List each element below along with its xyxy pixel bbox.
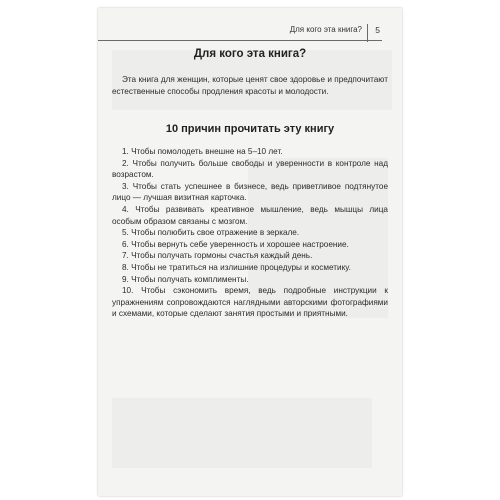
reason-item: 10. Чтобы сэкономить время, ведь подробные инструкции к упражнениям сопровождаются наглядными авторскими фотографиями и схемами, которые сделают занятия простыми и приятными.	[112, 286, 388, 319]
reason-item: 1. Чтобы помолодеть внешне на 5–10 лет.	[122, 147, 283, 156]
running-header	[98, 22, 402, 40]
bleed-through-shade	[112, 398, 372, 468]
reason-item: 8. Чтобы не тратиться на излишние процедуры и косметику.	[122, 262, 351, 272]
reason-item: 5. Чтобы полюбить свое отражение в зеркале.	[122, 228, 300, 238]
page-number: 5	[375, 25, 380, 35]
running-title: Для кого эта книга?	[289, 25, 362, 34]
reason-item: 7. Чтобы получать гормоны счастья каждый день.	[122, 251, 313, 261]
reason-item: 2. Чтобы получить больше свободы и уверенности в контроле над возрастом.	[112, 158, 388, 180]
reason-item: 9. Чтобы получать комплименты.	[122, 274, 249, 284]
header-separator	[367, 24, 368, 42]
intro-paragraph: Эта книга для женщин, которые ценят свое здоровье и предпочитают естественные способы продления красоты и молодости.	[112, 75, 388, 96]
reason-item: 3. Чтобы стать успешнее в бизнесе, ведь приветливое подтянутое лицо — лучшая визитная карточка.	[112, 181, 388, 203]
reasons-list	[112, 146, 388, 320]
reason-item: 4. Чтобы развивать креативное мышление, ведь мышцы лица особым образом связаны с мозгом.	[112, 204, 388, 226]
section-title-audience: Для кого эта книга?	[193, 48, 307, 60]
reason-item: 6. Чтобы вернуть себе уверенность и хорошее настроение.	[122, 239, 349, 249]
section-title-reasons: 10 причин прочитать эту книгу	[165, 123, 335, 135]
book-page	[98, 8, 402, 496]
header-rule	[98, 40, 382, 41]
